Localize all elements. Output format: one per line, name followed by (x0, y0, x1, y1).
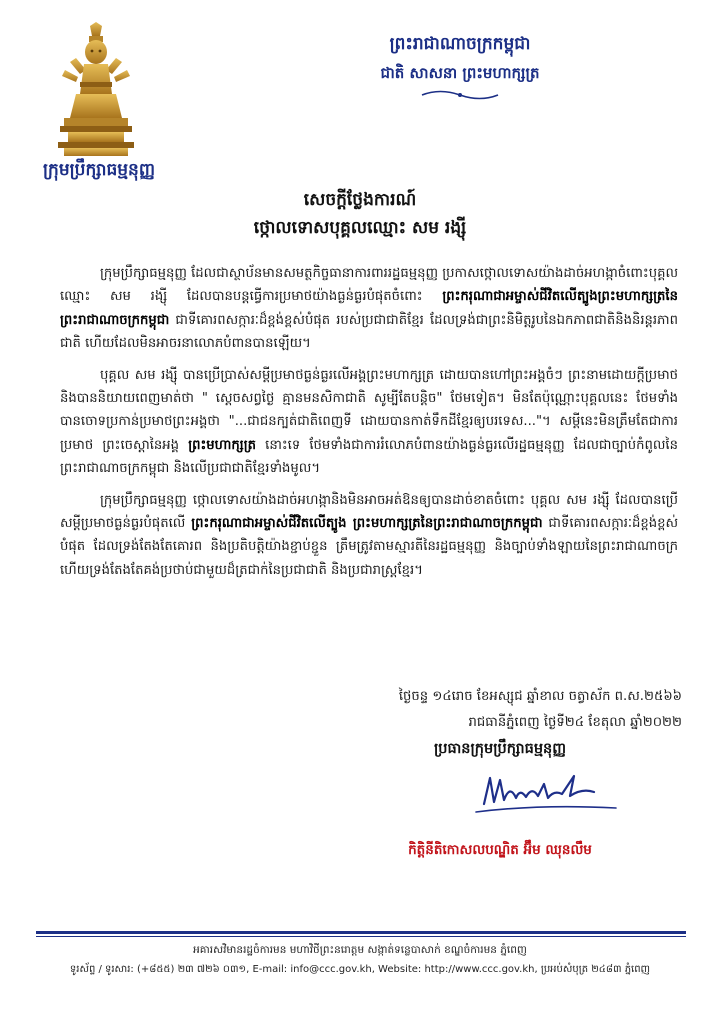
council-name-logo-text: ក្រុមប្រឹក្សាធម្មនុញ្ញ (42, 160, 156, 180)
kingdom-ornament-icon (420, 88, 500, 102)
king-title-emphasis: ព្រះករុណាជាអម្ចាស់ជីវិតលើត្បូងព្រះមហាក្សត្រនៃព្រះរាជាណាចក្រកម្ពុជា (60, 289, 678, 328)
council-emblem-icon (50, 22, 142, 162)
footer-divider-thin (36, 936, 686, 937)
footer-contacts: ទូរស័ព្ទ / ទូរសារ: (+៨៥៥) ២៣ ៧២៦ ០៣១, E-mail: info@ccc.gov.kh, Website: http://www.ccc.gov.kh, ប្រអប់សំបុត្រ ២៤៨៣ ភ្នំពេញ (69, 964, 651, 975)
footer-address: អគារសវិមានរដ្ឋចំការមន មហាវិថីព្រះនរោត្តម សង្កាត់ទន្លេបាសាក់ ខណ្ឌចំការមន ភ្នំពេញ (193, 944, 527, 956)
document-title: សេចក្ដីថ្លែងការណ៍ (303, 190, 417, 210)
paragraph-1: ក្រុមប្រឹក្សាធម្មនុញ្ញ ដែលជាស្ថាប័នមានសមត្ថកិច្ចធានាការពាររដ្ឋធម្មនុញ្ញ ប្រកាសថ្កោលទោសយ៉ាងដាច់អហង្កាចំពោះបុគ្គលឈ្មោះ សម រង្ស៊ី ដែលបានបន្តធ្វើការប្រមាថយ៉ាងធ្ងន់ធ្ងរបំផុតចំពោះ ព្រះករុណាជាអម្ចាស់ជីវិតលើត្បូងព្រះមហាក្សត្រនៃព្រះរាជាណាចក្រកម្ពុជា ជាទីគោរពសក្ការៈដ៏ខ្ពង់ខ្ពស់បំផុត របស់ប្រជាជាតិខ្មែរ ដែលទ្រង់ជាព្រះនិមិត្តរូបនៃឯកភាពជាតិនិងនិរន្តរភាពជាតិ ហើយដែលមិនអាចរនាលោភបំពានបានឡើយ។ (60, 266, 678, 352)
statement-body (60, 262, 678, 590)
footer-divider (36, 931, 686, 934)
lunar-date: ថ្ងៃចន្ទ ១៤រោច ខែអស្សុជ ឆ្នាំខាល ចត្វាស័ក ព.ស.២៥៦៦ (398, 689, 682, 704)
king-emphasis: ព្រះមហាក្សត្រ (188, 437, 256, 453)
king-title-emphasis: ព្រះករុណាជាអម្ចាស់ជីវិតលើត្បូង ព្រះមហាក្សត្រនៃព្រះរាជាណាចក្រកម្ពុជា (191, 516, 543, 532)
place-and-date: រាជធានីភ្នំពេញ ថ្ងៃទី២៤ ខែតុលា ឆ្នាំ២០២២ (468, 715, 682, 730)
handwritten-signature (470, 764, 620, 820)
paragraph-3: ក្រុមប្រឹក្សាធម្មនុញ្ញ ថ្កោលទោសយ៉ាងដាច់អហង្កានិងមិនអាចអត់ឱនឲ្យបានដាច់ខាតចំពោះ បុគ្គល សម រង្ស៊ី ដែលបានប្រើសម្ដីប្រមាថធ្ងន់ធ្ងរបំផុតលើ ព្រះករុណាជាអម្ចាស់ជីវិតលើត្បូង ព្រះមហាក្សត្រនៃព្រះរាជាណាចក្រកម្ពុជា ជាទីគោរពសក្ការៈដ៏ខ្ពង់ខ្ពស់បំផុត ដែលទ្រង់តែងតែគោរព និងប្រតិបត្តិយ៉ាងខ្ជាប់ខ្ជួន ត្រឹមត្រូវតាមស្មារតីនៃរដ្ឋធម្មនុញ្ញ និងច្បាប់ទាំងឡាយនៃព្រះរាជាណាចក្រ ហើយទ្រង់តែងតែគង់ប្រថាប់ជាមួយដ៏ត្រជាក់នៃប្រជាជាតិ និងប្រជារាស្ត្រខ្មែរ។ (60, 492, 679, 578)
signer-title: ប្រធានក្រុមប្រឹក្សាធម្មនុញ្ញ (433, 741, 567, 757)
paragraph-2: បុគ្គល សម រង្ស៊ី បានប្រើប្រាស់សម្ដីប្រមាថធ្ងន់ធ្ងរលើអង្គព្រះមហាក្សត្រ ដោយបានហៅព្រះអង្គចំៗ ព្រះនាមដោយក្ដីប្រមាថ និងបាននិយាយពេញមាត់ថា " ស្ដេចសព្វថ្ងៃ គ្មានមនសិកាជាតិ សូម្បីតែបន្តិច" ថែមទៀត។ មិនតែប៉ុណ្ណោះបុគ្គលនេះ ថែមទាំងបានចោទប្រកាន់ប្រមាថព្រះអង្គថា "...ជាជនក្បត់ជាតិពេញទី ដោយបានកាត់ទឹកដីខ្មែរឲ្យបរទេស..."។ សម្ដីនេះមិនត្រឹមតែជាការប្រមាថ ព្រះចេស្ដានៃអង្គ ព្រះមហាក្សត្រ នោះទេ ថែមទាំងជាការរំលោភបំពានយ៉ាងធ្ងន់ធ្ងរលើរដ្ឋធម្មនុញ្ញ ដែលជាច្បាប់កំពូលនៃព្រះរាជាណាចក្រកម្ពុជា និងលើប្រជាជាតិខ្មែរទាំងមូល។ (60, 367, 678, 477)
kingdom-heading: ព្រះរាជាណាចក្រកម្ពុជា (389, 34, 531, 54)
document-subtitle: ថ្កោលទោសបុគ្គលឈ្មោះ សម រង្ស៊ី (253, 218, 467, 238)
signer-name: កិត្តិនីតិកោសលបណ្ឌិត អ៊ឹម ឈុនលឹម (408, 842, 592, 858)
national-motto: ជាតិ សាសនា ព្រះមហាក្សត្រ (380, 64, 540, 82)
